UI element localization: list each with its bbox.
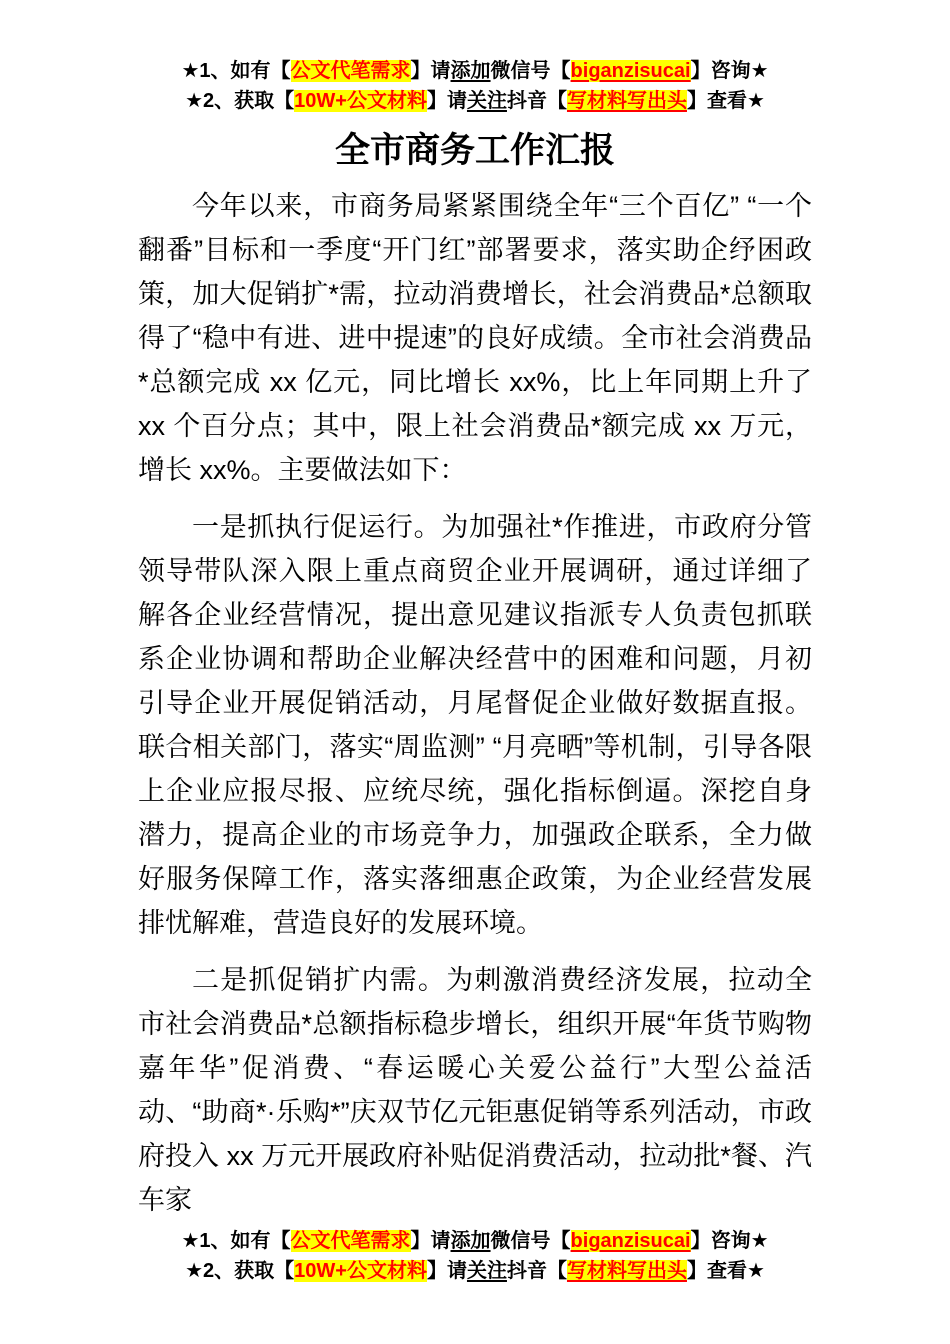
- header-notice2-suffix: 】查看★: [686, 90, 765, 112]
- footer-notice2-prefix: ★2、获取【: [185, 1260, 295, 1282]
- footer-notice-line-1: [0, 1226, 950, 1256]
- footer-notice1-add-underline: 添加: [450, 1230, 491, 1252]
- footer-notice1-suffix: 】咨询★: [690, 1230, 769, 1252]
- paragraph-point-2: 二是抓促销扩内需。为刺激消费经济发展，拉动全市社会消费品*总额指标稳步增长，组织开展“年货节购物嘉年华”促消费、“春运暖心关爱公益行”大型公益活动、“助商*·乐购*”庆双节亿元钜惠促销等系列活动，市政府投入 xx 万元开展政府补贴促消费活动，拉动批*餐、汽车家: [138, 965, 812, 1215]
- footer-notice2-material-highlight: 10W+公文材料: [294, 1260, 427, 1282]
- header-notice2-follow-underline: 关注: [466, 90, 507, 112]
- header-notice2-material-highlight: 10W+公文材料: [294, 90, 427, 112]
- paragraph-point-1: 一是抓执行促运行。为加强社*作推进，市政府分管领导带队深入限上重点商贸企业开展调研，通过详细了解各企业经营情况，提出意见建议指派专人负责包抓联系企业协调和帮助企业解决经营中的困难和问题，月初引导企业开展促销活动，月尾督促企业做好数据直报。联合相关部门，落实“周监测” “月亮晒”等机制，引导各限上企业应报尽报、应统尽统，强化指标倒逼。深挖自身潜力，提高企业的市场竞争力，加强政企联系，全力做好服务保障工作，落实落细惠企政策，为企业经营发展排忧解难，营造良好的发展环境。: [138, 512, 812, 938]
- footer-notice1-mid1: 】请: [410, 1230, 451, 1252]
- paragraph-intro: 今年以来，市商务局紧紧围绕全年“三个百亿” “一个翻番”目标和一季度“开门红”部署要求，落实助企纾困政策，加大促销扩*需，拉动消费增长，社会消费品*总额取得了“稳中有进、进中提速”的良好成绩。全市社会消费品*总额完成 xx 亿元，同比增长 xx%，比上年同期上升了 xx 个百分点；其中，限上社会消费品*额完成 xx 万元，增长 xx%。主要做法如下：: [138, 191, 812, 485]
- footer-notice1-service-highlight: 公文代笔需求: [290, 1230, 411, 1252]
- header-notice-line-1: [0, 56, 950, 86]
- header-notice1-add-underline: 添加: [450, 60, 491, 82]
- footer-notice2-douyin-id-highlight: 写材料写出头: [566, 1260, 687, 1282]
- header-notice1-wechat-id-highlight: biganzisucai: [570, 60, 691, 82]
- footer-notice2-follow-underline: 关注: [466, 1260, 507, 1282]
- footer-notice1-mid2: 微信号【: [490, 1230, 571, 1252]
- header-notice2-prefix: ★2、获取【: [185, 90, 295, 112]
- header-notice2-douyin-id-highlight: 写材料写出头: [566, 90, 687, 112]
- header-notice-line-2: [0, 86, 950, 116]
- header-notice1-suffix: 】咨询★: [690, 60, 769, 82]
- footer-notice: [0, 1226, 950, 1286]
- header-notice: [0, 0, 950, 116]
- footer-notice-line-2: [0, 1256, 950, 1286]
- header-notice1-mid1: 】请: [410, 60, 451, 82]
- header-notice1-service-highlight: 公文代笔需求: [290, 60, 411, 82]
- header-notice1-prefix: ★1、如有【: [181, 60, 291, 82]
- footer-notice2-mid2: 抖音【: [506, 1260, 567, 1282]
- header-notice2-mid2: 抖音【: [506, 90, 567, 112]
- footer-notice1-prefix: ★1、如有【: [181, 1230, 291, 1252]
- header-notice1-mid2: 微信号【: [490, 60, 571, 82]
- footer-notice2-mid1: 】请: [426, 1260, 467, 1282]
- document-title: 全市商务工作汇报: [334, 131, 615, 170]
- header-notice2-mid1: 】请: [426, 90, 467, 112]
- footer-notice2-suffix: 】查看★: [686, 1260, 765, 1282]
- document-body: [138, 184, 812, 1222]
- footer-notice1-wechat-id-highlight: biganzisucai: [570, 1230, 691, 1252]
